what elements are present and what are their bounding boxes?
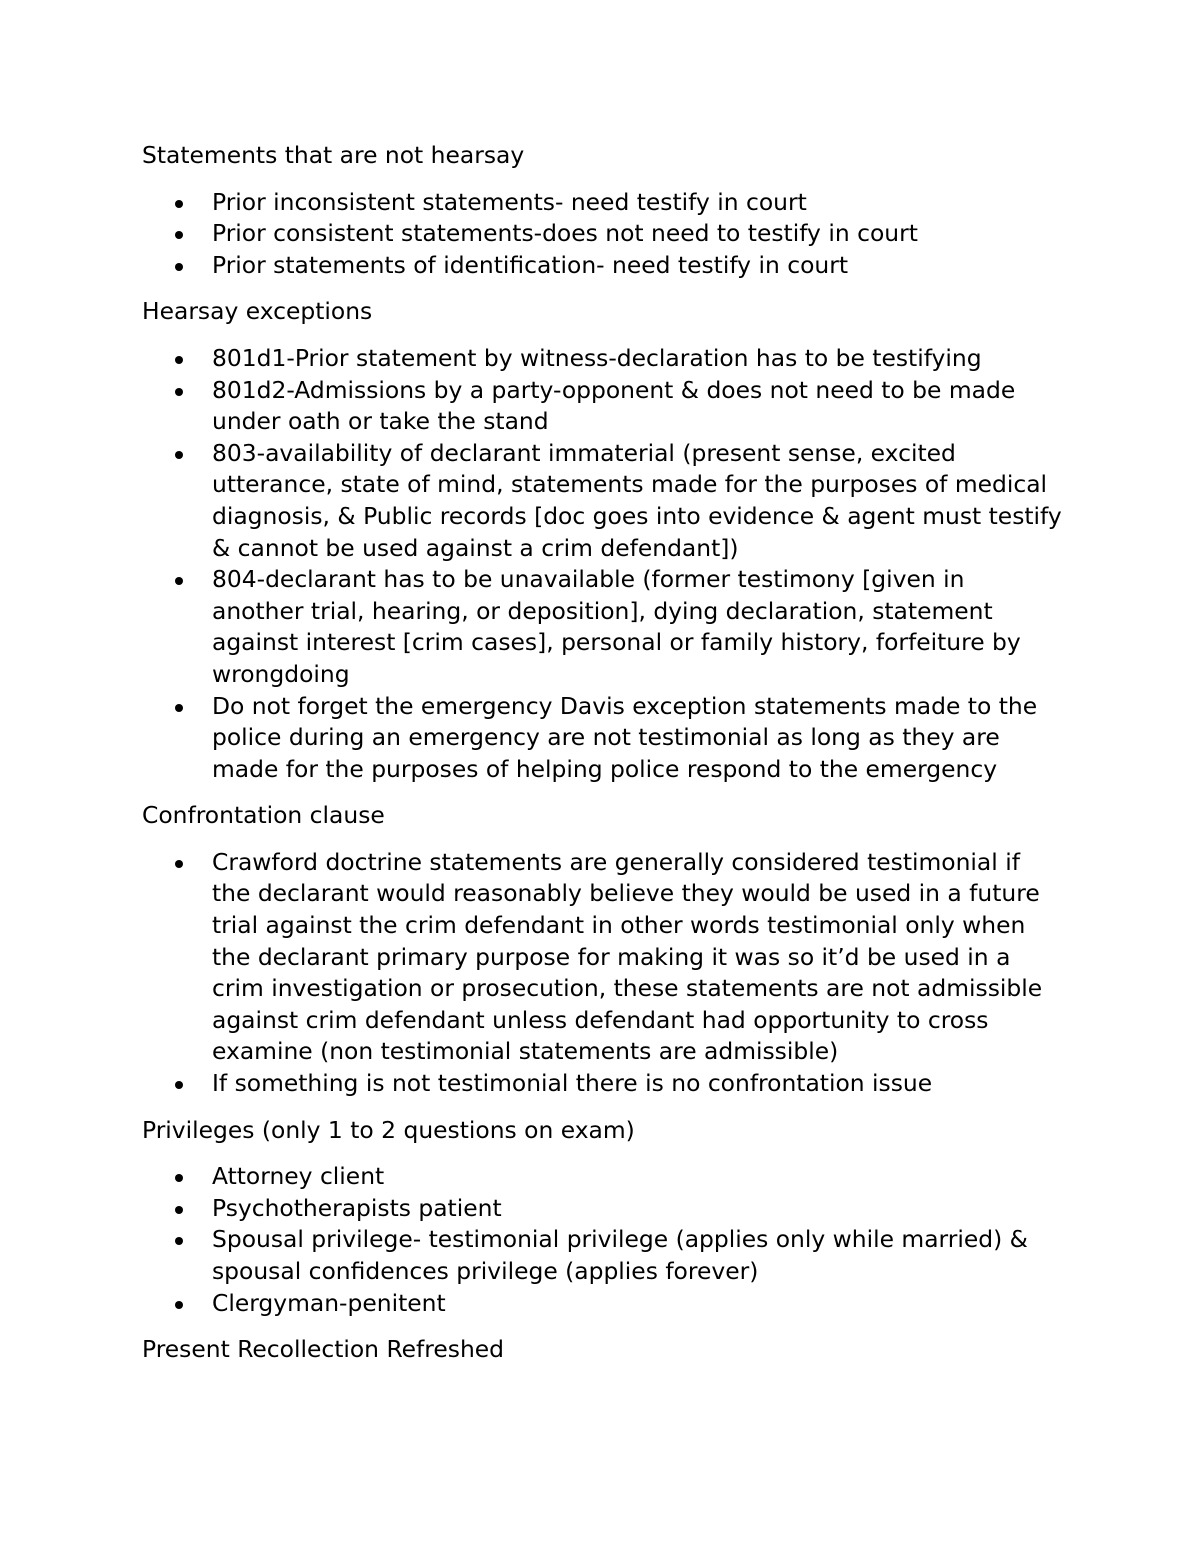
section-heading: Hearsay exceptions [142, 297, 373, 326]
list-item-text: Clergyman-penitent [212, 1288, 446, 1317]
bullet-list [142, 187, 1062, 282]
section-heading: Confrontation clause [142, 801, 385, 830]
list-item [142, 691, 1062, 786]
list-item-text: Spousal privilege- testimonial privilege (applies only while married) & spousal confidences privilege (applies forever) [212, 1225, 1028, 1285]
section-heading: Privileges (only 1 to 2 questions on exam) [142, 1115, 635, 1144]
bullet-list [142, 847, 1062, 1100]
list-item-text: 804-declarant has to be unavailable (former testimony [given in another trial, hearing, or deposition], dying declaration, statement against interest [crim cases], personal or family history, forfeiture by wrongdoing [212, 565, 1021, 688]
section-heading: Statements that are not hearsay [142, 141, 525, 169]
bullet-icon [175, 577, 183, 585]
bullet-icon [175, 1301, 183, 1309]
bullet-icon [175, 200, 183, 208]
list-item-text: 801d2-Admissions by a party-opponent & does not need to be made under oath or take the stand [212, 375, 1016, 436]
list-item-text: Crawford doctrine statements are generally considered testimonial if the declarant would reasonably believe they would be used in a future trial against the crim defendant in other words testimonial only when the declarant primary purpose for making it was so it’d be used in a crim investigation or prosecution, these statements are not admissible against crim defendant unless defendant had opportunity to cross examine (non testimonial statements are admissible) [212, 847, 1043, 1066]
section-heading: Present Recollection Refreshed [142, 1335, 505, 1364]
list-item-text: Attorney client [212, 1162, 385, 1191]
bullet-icon [175, 704, 183, 712]
list-item-text: Prior inconsistent statements- need testify in court [212, 187, 807, 216]
list-item [142, 250, 1062, 282]
bullet-icon [175, 1081, 183, 1089]
document-page [142, 140, 1062, 1381]
list-item-text: Do not forget the emergency Davis exception statements made to the police during an emergency are not testimonial as long as they are made for the purposes of helping police respond to the emergency [212, 691, 1038, 783]
list-item-text: Prior statements of identification- need testify in court [212, 250, 848, 279]
list-item [142, 375, 1062, 438]
bullet-icon [175, 263, 183, 271]
bullet-icon [175, 860, 183, 868]
list-item [142, 1068, 1062, 1100]
list-item [142, 343, 1062, 375]
bullet-list [142, 343, 1062, 785]
list-item [142, 1224, 1062, 1287]
bullet-icon [175, 356, 183, 364]
list-item-text: Prior consistent statements-does not need to testify in court [212, 219, 918, 248]
bullet-icon [175, 451, 183, 459]
list-item [142, 187, 1062, 219]
list-item [142, 1193, 1062, 1225]
list-item-text: Psychotherapists patient [212, 1193, 502, 1222]
bullet-icon [175, 1174, 183, 1182]
list-item [142, 1161, 1062, 1193]
list-item [142, 1288, 1062, 1320]
list-item [142, 438, 1062, 564]
bullet-icon [175, 231, 183, 239]
list-item-text: 803-availability of declarant immaterial (present sense, excited utterance, state of mind, statements made for the purposes of medical diagnosis, & Public records [doc goes into evidence & agent must testify & cannot be used against a crim defendant]) [212, 438, 1062, 562]
bullet-icon [175, 388, 183, 396]
list-item-text: 801d1-Prior statement by witness-declaration has to be testifying [212, 343, 982, 372]
list-item-text: If something is not testimonial there is no confrontation issue [212, 1069, 933, 1098]
bullet-icon [175, 1237, 183, 1245]
bullet-list [142, 1161, 1062, 1319]
list-item [142, 218, 1062, 250]
bullet-icon [175, 1206, 183, 1214]
list-item [142, 847, 1062, 1068]
list-item [142, 564, 1062, 690]
